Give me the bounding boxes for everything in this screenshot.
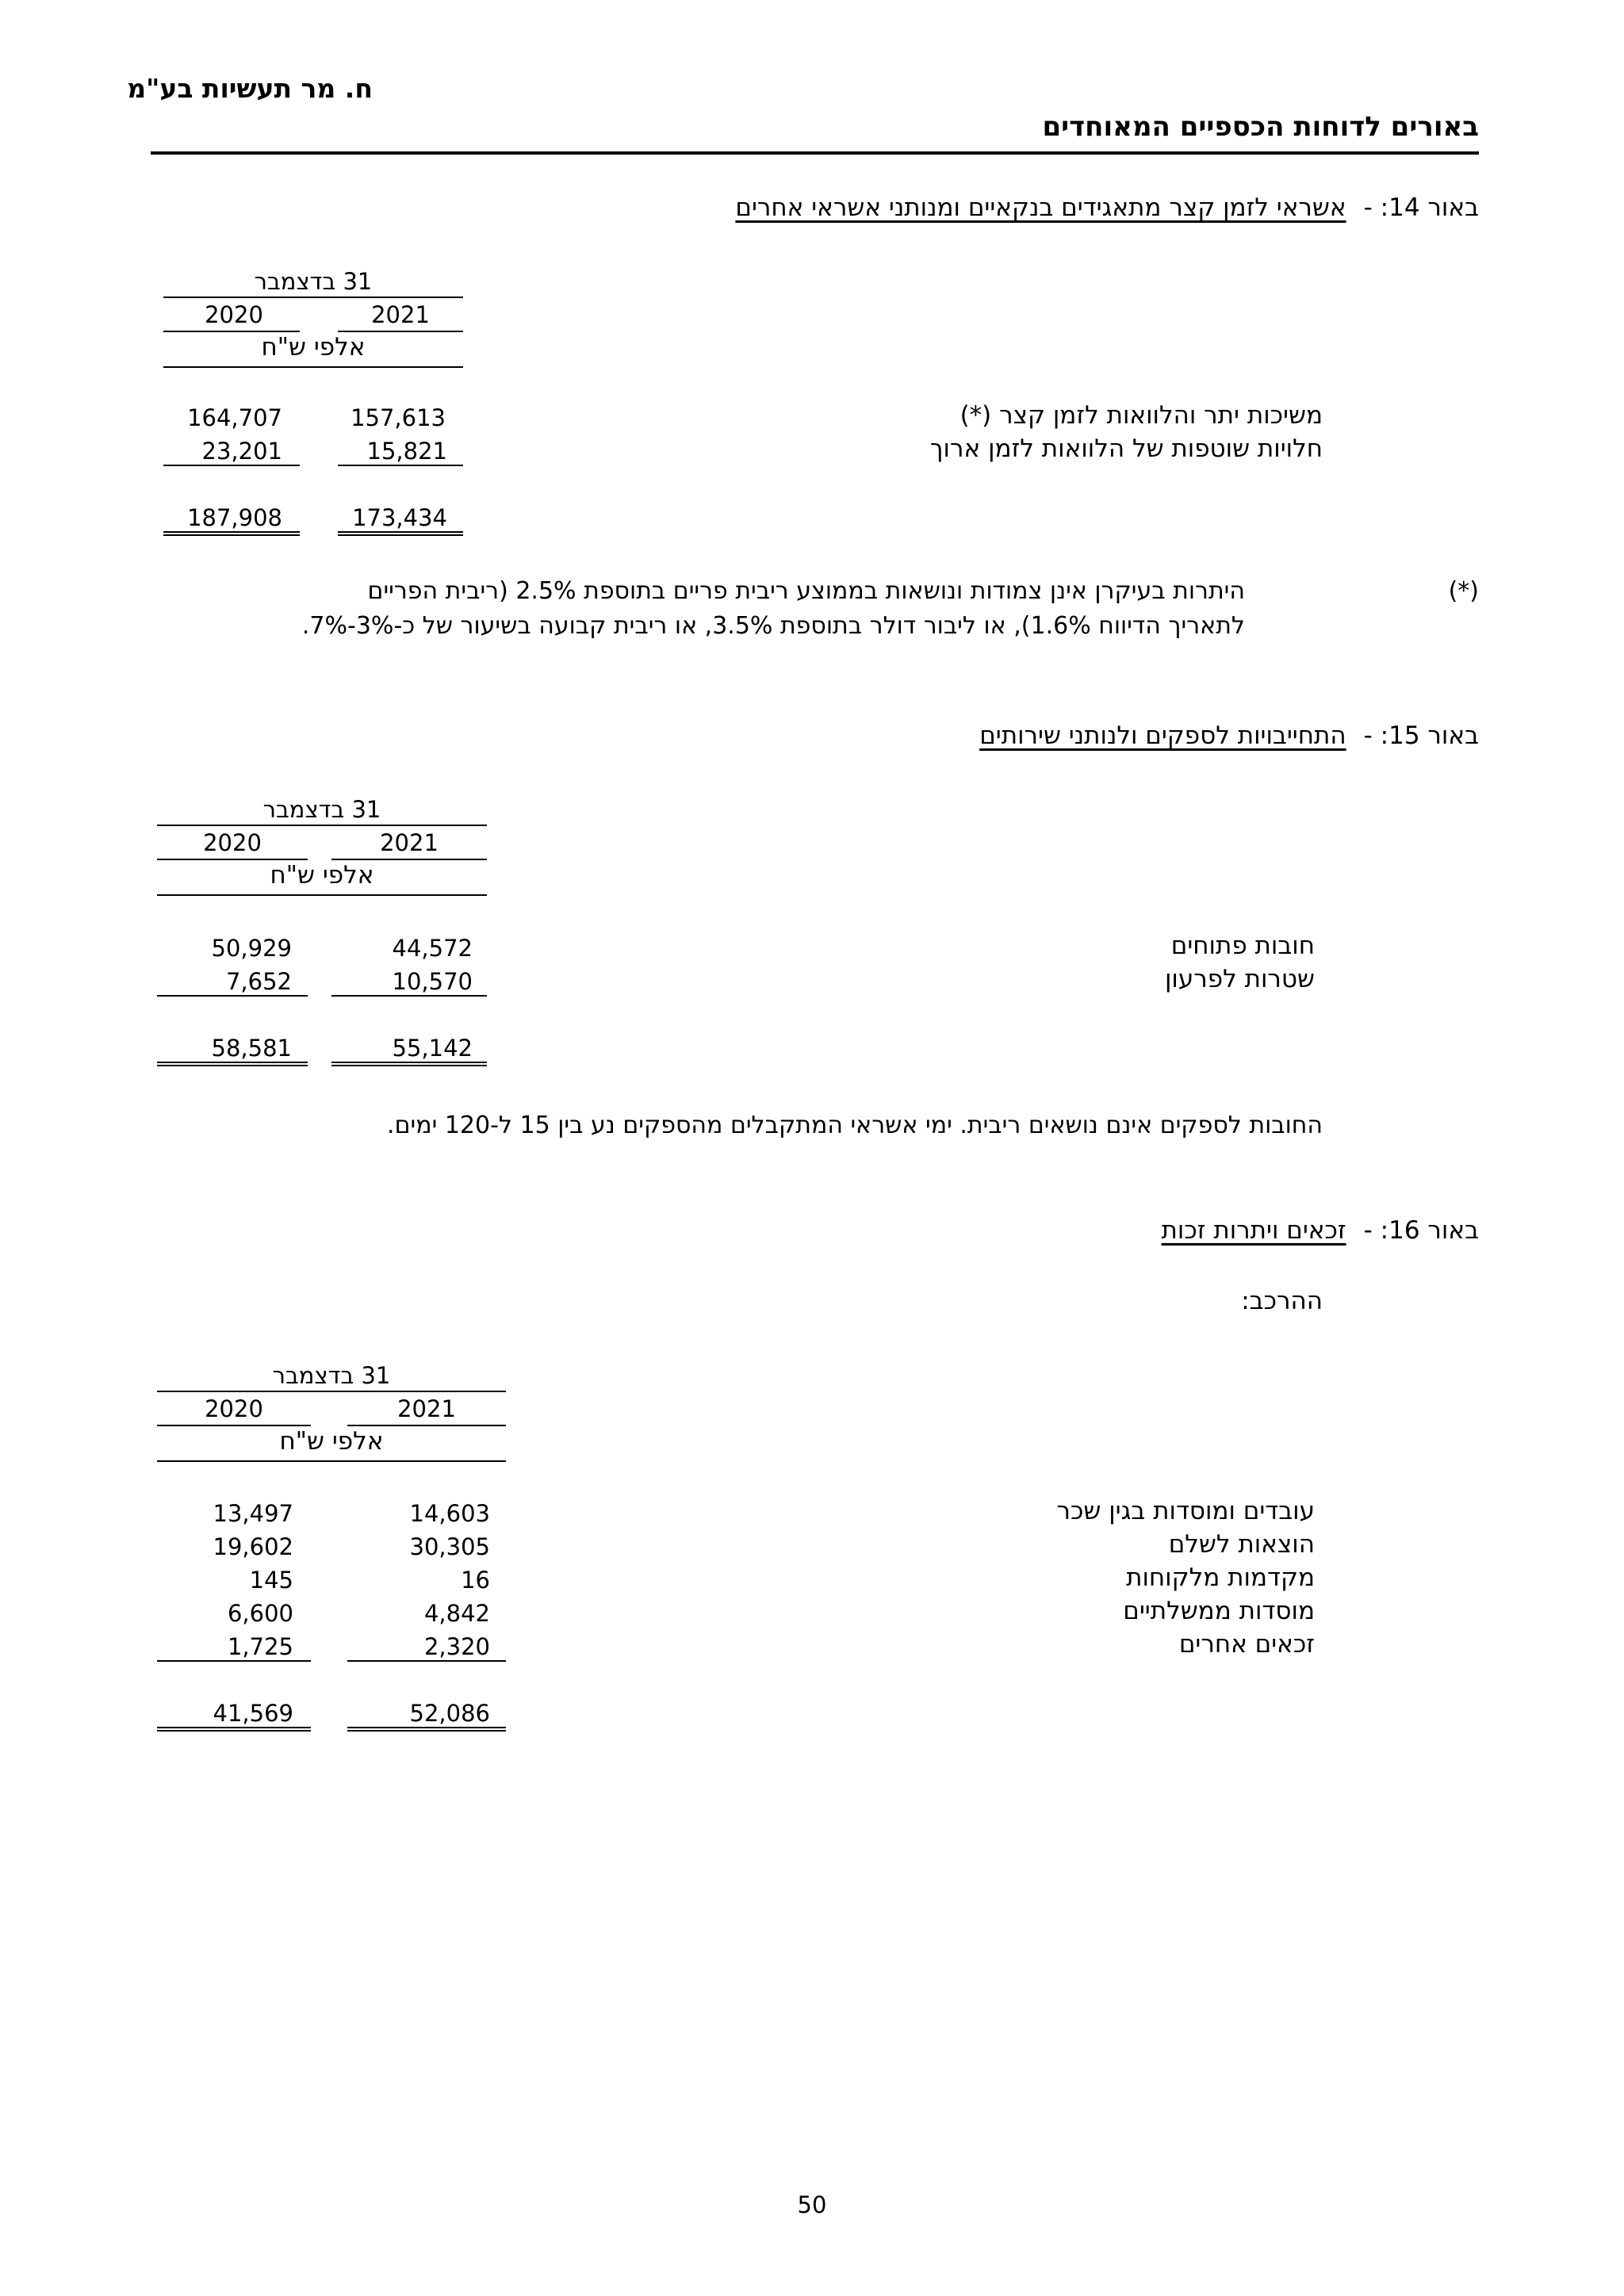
note-16-cell-2021: 14,603 bbox=[409, 1500, 490, 1527]
note-16-label: באור 16: - bbox=[1363, 1216, 1479, 1245]
note-15-cell-2021: 10,570 bbox=[331, 968, 487, 997]
year-2021: 2021 bbox=[397, 1395, 456, 1422]
note-14-title: אשראי לזמן קצר מתאגידים בנקאיים ומנותני אשראי אחרים bbox=[735, 193, 1346, 222]
date-header: 31 בדצמבר bbox=[254, 268, 373, 295]
header-divider bbox=[151, 151, 1479, 155]
footnote-line: היתרות בעיקרן אינן צמודות ונושאות בממוצע ריבית פריים בתוספת 2.5% (ריבית הפריים bbox=[367, 577, 1245, 605]
footnote-line: לתאריך הדיווח 1.6%), או ליבור דולר בתוספת 3.5%, או ריבית קבועה בשיעור של כ-3%-7%. bbox=[301, 612, 1245, 640]
year-2021-rule bbox=[347, 1425, 506, 1426]
header-rule bbox=[163, 297, 463, 298]
note-16-row-label: עובדים ומוסדות בגין שכר bbox=[1056, 1497, 1315, 1525]
note-14-table-header bbox=[163, 268, 463, 371]
note-16-row-label: מוסדות ממשלתיים bbox=[1123, 1597, 1315, 1625]
year-2021-rule bbox=[338, 331, 463, 332]
note-15-cell-2020: 50,929 bbox=[211, 935, 292, 962]
note-14-row-label: חלויות שוטפות של הלוואות לזמן ארוך bbox=[929, 434, 1323, 463]
note-15-title: התחייבויות לספקים ולנותני שירותים bbox=[979, 721, 1346, 750]
note-14-total-2021: 173,434 bbox=[338, 504, 463, 536]
note-14-total-2020: 187,908 bbox=[163, 504, 300, 536]
note-16-cell-2020: 13,497 bbox=[213, 1500, 293, 1527]
note-15-total-2020: 58,581 bbox=[157, 1035, 308, 1066]
note-15-cell-2020: 7,652 bbox=[157, 968, 308, 997]
note-16-total-2020: 41,569 bbox=[157, 1700, 311, 1732]
currency-unit: אלפי ש"ח bbox=[261, 333, 366, 362]
date-header: 31 בדצמבר bbox=[272, 1362, 391, 1389]
note-15-row-label: שטרות לפרעון bbox=[1164, 965, 1315, 993]
note-15-heading bbox=[979, 721, 1479, 750]
year-2021: 2021 bbox=[371, 301, 430, 328]
note-14-cell-2021: 157,613 bbox=[350, 404, 446, 431]
note-16-row-label: הוצאות לשלם bbox=[1168, 1530, 1315, 1559]
header-rule bbox=[157, 825, 487, 826]
currency-unit: אלפי ש"ח bbox=[270, 861, 374, 890]
note-16-title: זכאים ויתרות זכות bbox=[1161, 1216, 1346, 1245]
note-16-table-header bbox=[157, 1362, 506, 1465]
note-16-cell-2020: 1,725 bbox=[157, 1633, 311, 1662]
note-16-cell-2021: 2,320 bbox=[347, 1633, 506, 1662]
report-section-title: באורים לדוחות הכספיים המאוחדים bbox=[1042, 111, 1479, 143]
note-14-row-label: משיכות יתר והלוואות לזמן קצר (*) bbox=[959, 401, 1323, 430]
year-2021-rule bbox=[331, 859, 487, 860]
note-15-total-2021: 55,142 bbox=[331, 1035, 487, 1066]
note-14-cell-2021: 15,821 bbox=[338, 438, 463, 466]
year-2020: 2020 bbox=[203, 829, 262, 856]
note-16-heading bbox=[1162, 1216, 1479, 1245]
date-header: 31 בדצמבר bbox=[262, 796, 381, 823]
note-16-cell-2020: 6,600 bbox=[227, 1600, 293, 1627]
year-2021: 2021 bbox=[380, 829, 439, 856]
note-14-cell-2020: 164,707 bbox=[187, 404, 282, 431]
note-14-label: באור 14: - bbox=[1363, 193, 1479, 222]
year-2020-rule bbox=[163, 331, 300, 332]
header-rule bbox=[157, 1391, 506, 1392]
note-16-cell-2021: 16 bbox=[461, 1567, 490, 1594]
note-16-cell-2020: 19,602 bbox=[213, 1533, 293, 1560]
note-15-cell-2021: 44,572 bbox=[392, 935, 473, 962]
note-16-row-label: מקדמות מלקוחות bbox=[1126, 1563, 1315, 1592]
page-number: 50 bbox=[797, 2191, 827, 2218]
unit-rule bbox=[157, 1460, 506, 1462]
note-14-cell-2020: 23,201 bbox=[163, 438, 300, 466]
year-2020-rule bbox=[157, 1425, 311, 1426]
note-14-footnote bbox=[163, 574, 1245, 644]
unit-rule bbox=[157, 894, 487, 896]
year-2020-rule bbox=[157, 859, 308, 860]
note-15-row-label: חובות פתוחים bbox=[1170, 932, 1315, 960]
note-15-label: באור 15: - bbox=[1363, 721, 1479, 750]
note-14-heading bbox=[735, 193, 1479, 222]
note-16-cell-2021: 4,842 bbox=[423, 1600, 490, 1627]
note-16-row-label: זכאים אחרים bbox=[1178, 1630, 1315, 1659]
year-2020: 2020 bbox=[205, 1395, 263, 1422]
footnote-marker: (*) bbox=[1448, 577, 1479, 605]
company-name: ח. מר תעשיות בע"מ bbox=[127, 73, 373, 104]
currency-unit: אלפי ש"ח bbox=[279, 1427, 384, 1456]
year-2020: 2020 bbox=[205, 301, 263, 328]
composition-label: ההרכב: bbox=[1241, 1287, 1323, 1315]
unit-rule bbox=[163, 366, 463, 368]
note-16-cell-2020: 145 bbox=[249, 1567, 293, 1594]
note-16-cell-2021: 30,305 bbox=[409, 1533, 490, 1560]
note-16-total-2021: 52,086 bbox=[347, 1700, 506, 1732]
note-15-table-header bbox=[157, 796, 487, 899]
note-15-text: החובות לספקים אינם נושאים ריבית. ימי אשראי המתקבלים מהספקים נע בין 15 ל-120 ימים. bbox=[387, 1112, 1323, 1139]
